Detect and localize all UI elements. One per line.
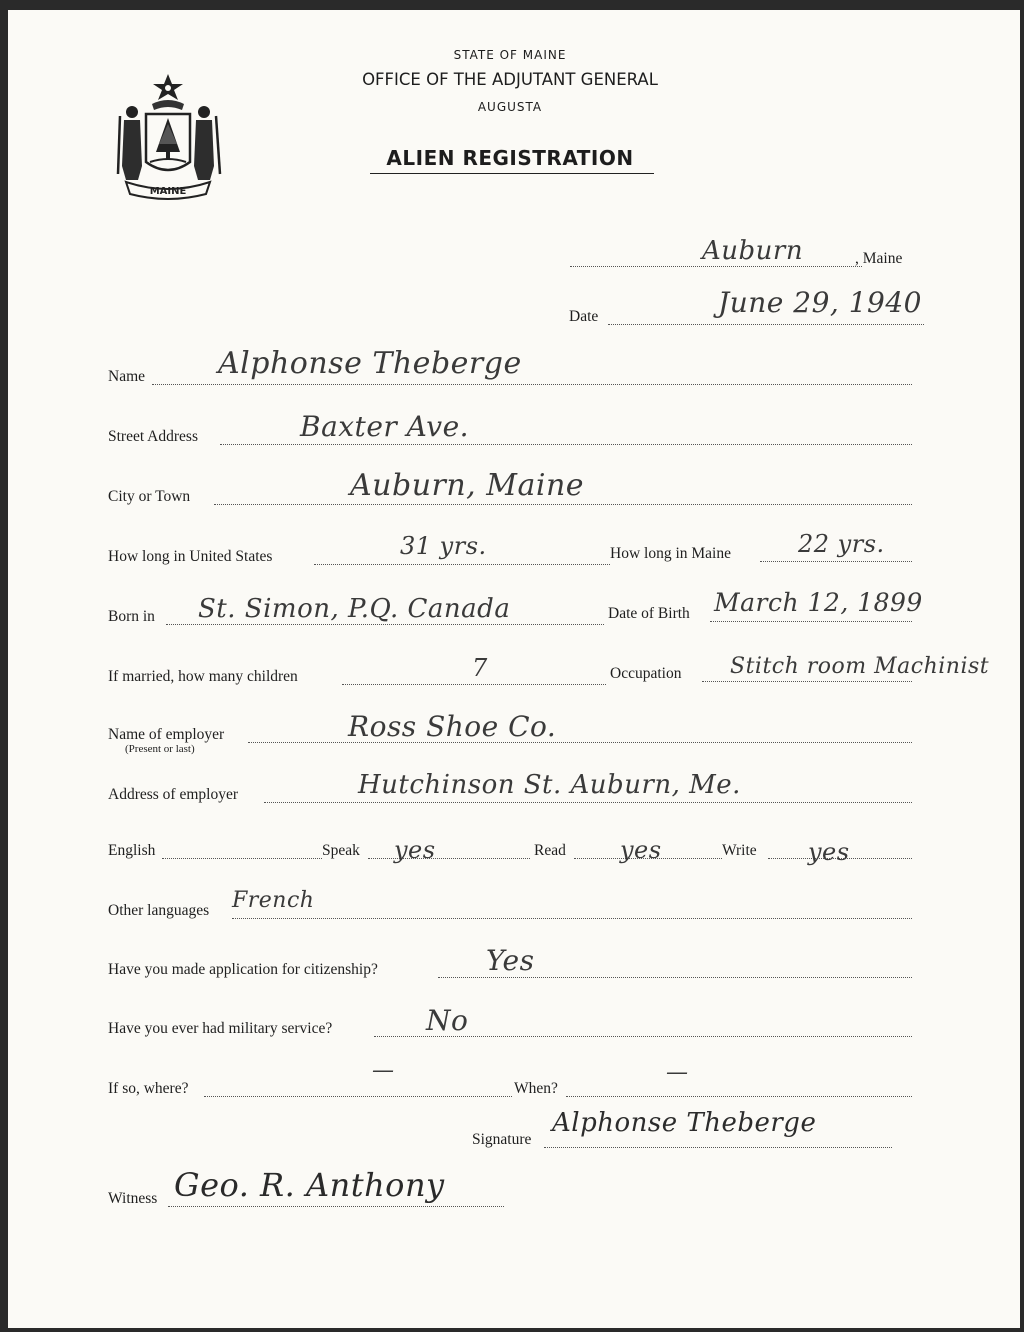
other-languages-value: French bbox=[232, 888, 315, 913]
write-label: Write bbox=[722, 842, 757, 859]
date-value: June 29, 1940 bbox=[718, 286, 922, 319]
seal-text: MAINE bbox=[149, 186, 187, 197]
city-heading: AUGUSTA bbox=[477, 100, 543, 114]
maine-state-seal bbox=[112, 70, 224, 200]
years-us-value: 31 yrs. bbox=[400, 532, 487, 560]
occupation-line bbox=[702, 681, 912, 682]
city-label: City or Town bbox=[108, 488, 191, 505]
signature-value: Alphonse Theberge bbox=[552, 1108, 817, 1138]
employer-value: Ross Shoe Co. bbox=[348, 710, 557, 743]
years-maine-label: How long in Maine bbox=[610, 545, 731, 562]
city-value: Auburn, Maine bbox=[350, 468, 585, 503]
when-value: — bbox=[666, 1060, 689, 1085]
born-in-line bbox=[166, 624, 604, 625]
english-line bbox=[162, 858, 322, 859]
employer-address-line bbox=[264, 802, 912, 803]
dob-label: Date of Birth bbox=[608, 605, 690, 622]
signature-label: Signature bbox=[472, 1131, 532, 1148]
witness-line bbox=[168, 1206, 504, 1207]
children-value: 7 bbox=[472, 654, 488, 682]
form-title: ALIEN REGISTRATION bbox=[386, 146, 634, 170]
speak-line bbox=[368, 858, 530, 859]
years-us-label: How long in United States bbox=[108, 548, 273, 565]
date-line bbox=[608, 324, 924, 325]
witness-value: Geo. R. Anthony bbox=[174, 1166, 445, 1204]
dob-value: March 12, 1899 bbox=[714, 588, 923, 617]
registration-form bbox=[8, 10, 1020, 1328]
years-maine-value: 22 yrs. bbox=[798, 530, 885, 558]
witness-label: Witness bbox=[108, 1190, 158, 1207]
military-label: Have you ever had military service? bbox=[108, 1020, 333, 1037]
when-label: When? bbox=[514, 1080, 558, 1097]
place-value: Auburn bbox=[702, 236, 804, 266]
where-line bbox=[204, 1096, 512, 1097]
born-in-label: Born in bbox=[108, 608, 155, 625]
dob-line bbox=[710, 621, 912, 622]
children-label: If married, how many children bbox=[108, 668, 298, 685]
maine-label: , Maine bbox=[855, 250, 903, 267]
military-value: No bbox=[426, 1004, 469, 1037]
title-underline bbox=[370, 173, 654, 174]
where-label: If so, where? bbox=[108, 1080, 189, 1097]
employer-address-value: Hutchinson St. Auburn, Me. bbox=[358, 770, 741, 800]
street-label: Street Address bbox=[108, 428, 198, 445]
born-in-value: St. Simon, P.Q. Canada bbox=[198, 594, 511, 624]
street-line bbox=[220, 444, 912, 445]
children-line bbox=[342, 684, 606, 685]
where-value: — bbox=[372, 1058, 395, 1083]
when-line bbox=[566, 1096, 912, 1097]
write-value: yes bbox=[808, 838, 850, 866]
occupation-label: Occupation bbox=[610, 665, 682, 682]
employer-label: Name of employer bbox=[108, 726, 225, 743]
name-label: Name bbox=[108, 368, 146, 385]
employer-sublabel: (Present or last) bbox=[125, 743, 195, 755]
city-line bbox=[214, 504, 912, 505]
citizenship-value: Yes bbox=[486, 944, 535, 977]
other-languages-label: Other languages bbox=[108, 902, 210, 919]
date-label: Date bbox=[569, 308, 599, 325]
place-line bbox=[570, 266, 862, 267]
citizenship-line bbox=[438, 977, 912, 978]
signature-line bbox=[544, 1147, 892, 1148]
read-label: Read bbox=[534, 842, 566, 859]
years-maine-line bbox=[760, 561, 912, 562]
speak-value: yes bbox=[394, 836, 436, 864]
years-us-line bbox=[314, 564, 610, 565]
state-heading: STATE OF MAINE bbox=[453, 48, 567, 62]
other-languages-line bbox=[232, 918, 912, 919]
office-heading: OFFICE OF THE ADJUTANT GENERAL bbox=[362, 70, 658, 89]
name-value: Alphonse Theberge bbox=[218, 346, 522, 381]
speak-label: Speak bbox=[322, 842, 360, 859]
english-label: English bbox=[108, 842, 156, 859]
citizenship-label: Have you made application for citizenship? bbox=[108, 961, 378, 978]
occupation-value: Stitch room Machinist bbox=[730, 654, 990, 679]
read-value: yes bbox=[620, 836, 662, 864]
street-value: Baxter Ave. bbox=[300, 410, 470, 443]
name-line bbox=[152, 384, 912, 385]
employer-address-label: Address of employer bbox=[108, 786, 238, 803]
